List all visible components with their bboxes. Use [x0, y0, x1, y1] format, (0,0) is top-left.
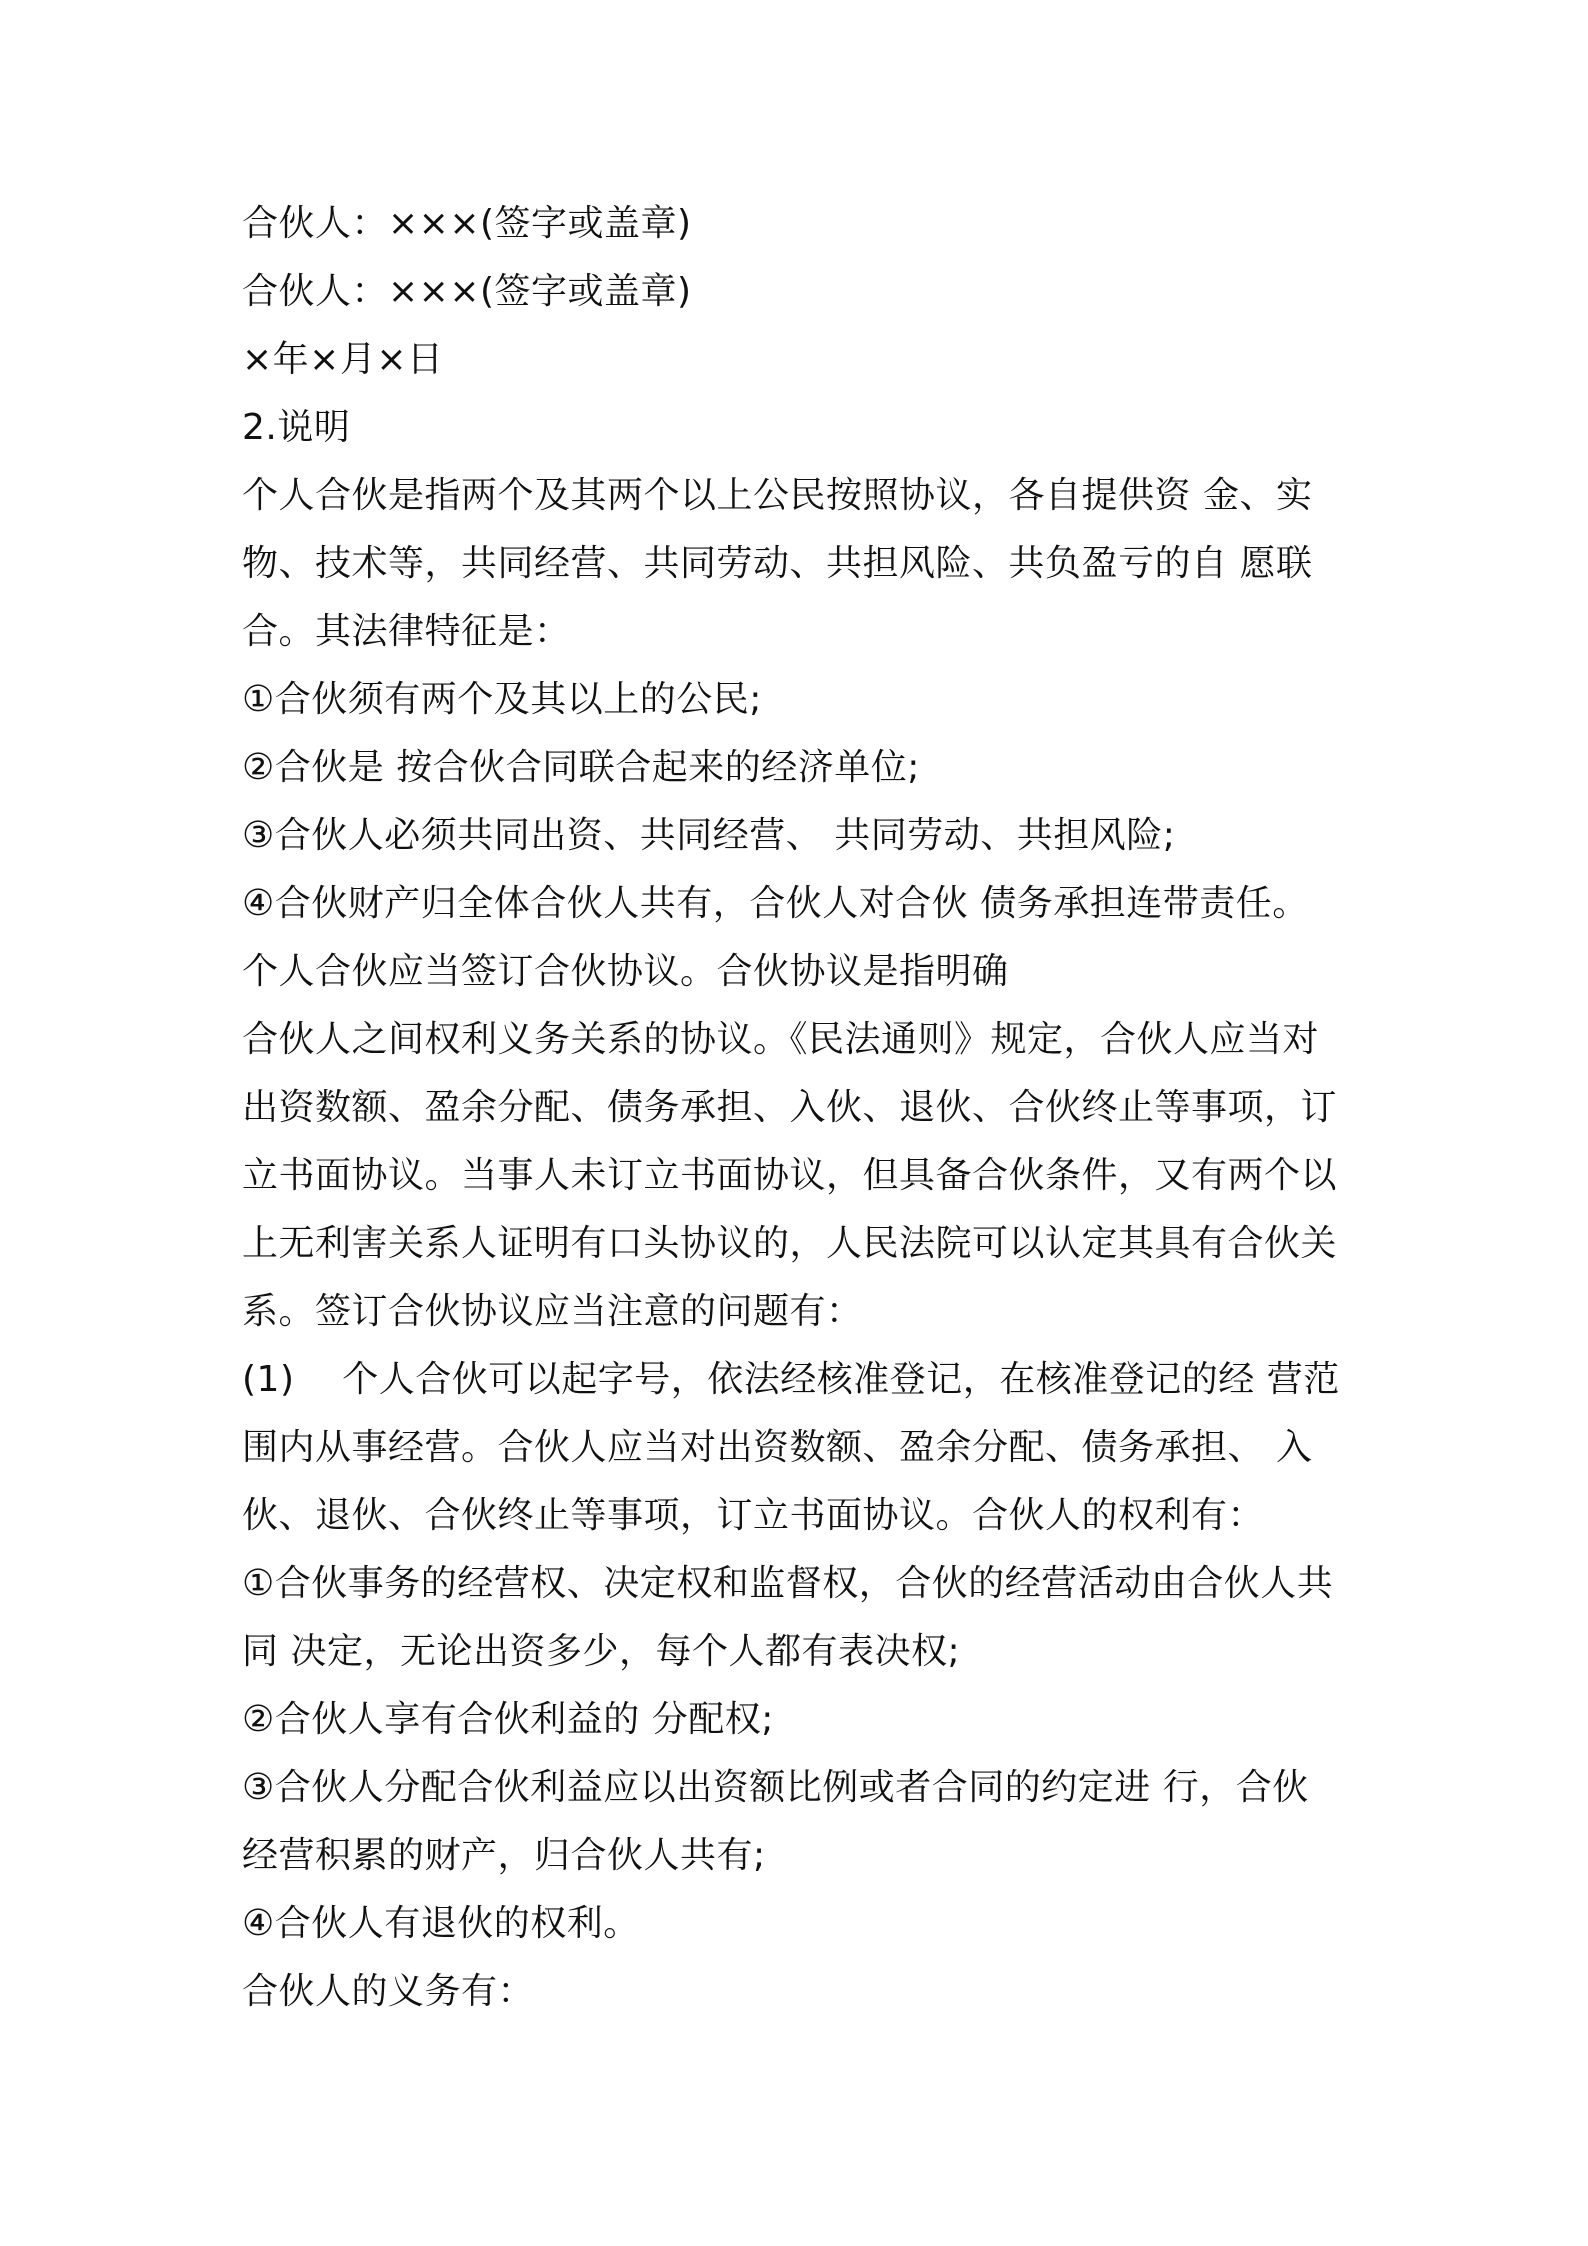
- text-line: 系。签订合伙协议应当注意的问题有：: [242, 1291, 863, 1332]
- list-item: ①合伙须有两个及其以上的公民;: [242, 679, 762, 720]
- text-line: 合。其法律特征是：: [242, 611, 571, 652]
- list-item: ④合伙人有退伙的权利。: [242, 1903, 640, 1944]
- signature-line-partner-2: 合伙人：×××(签字或盖章): [242, 271, 692, 312]
- list-item: ①合伙事务的经营权、决定权和监督权，合伙的经营活动由合伙人共: [242, 1563, 1334, 1604]
- text-line: 围内从事经营。合伙人应当对出资数额、盈余分配、债务承担、 入: [242, 1427, 1313, 1468]
- document-body: [242, 190, 1372, 2026]
- list-item: 同 决定，无论出资多少，每个人都有表决权;: [242, 1631, 961, 1672]
- text-line: 伙、退伙、合伙终止等事项，订立书面协议。合伙人的权利有：: [242, 1495, 1265, 1536]
- list-item: ③合伙人分配合伙利益应以出资额比例或者合同的约定进 行，合伙: [242, 1767, 1309, 1808]
- text-line: 合伙人之间权利义务关系的协议。《民法通则》规定，合伙人应当对: [242, 1019, 1320, 1060]
- section-heading: 2.说明: [242, 407, 351, 448]
- text-line: 上无利害关系人证明有口头协议的，人民法院可以认定其具有合伙关: [242, 1223, 1338, 1264]
- text-line: 立书面协议。当事人未订立书面协议，但具备合伙条件，又有两个以: [242, 1155, 1338, 1196]
- text-line: 出资数额、盈余分配、债务承担、入伙、退伙、合伙终止等事项，订: [242, 1087, 1338, 1128]
- text-line: 合伙人的义务有：: [242, 1971, 535, 2012]
- list-item: ②合伙人享有合伙利益的 分配权;: [242, 1699, 774, 1740]
- list-item: 经营积累的财产，归合伙人共有;: [242, 1835, 766, 1876]
- signature-line-partner-1: 合伙人：×××(签字或盖章): [242, 203, 692, 244]
- text-line: (1) 个人合伙可以起字号，依法经核准登记，在核准登记的经 营范: [242, 1359, 1340, 1400]
- list-item: ②合伙是 按合伙合同联合起来的经济单位;: [242, 747, 920, 788]
- text-line: 物、技术等，共同经营、共同劳动、共担风险、共负盈亏的自 愿联: [242, 543, 1313, 584]
- text-line: 个人合伙是指两个及其两个以上公民按照协议，各自提供资 金、实: [242, 475, 1313, 516]
- text-line: 个人合伙应当签订合伙协议。合伙协议是指明确: [242, 951, 1009, 992]
- list-item: ④合伙财产归全体合伙人共有，合伙人对合伙 债务承担连带责任。: [242, 883, 1309, 924]
- date-line: ×年×月×日: [242, 339, 444, 380]
- list-item: ③合伙人必须共同出资、共同经营、 共同劳动、共担风险;: [242, 815, 1176, 856]
